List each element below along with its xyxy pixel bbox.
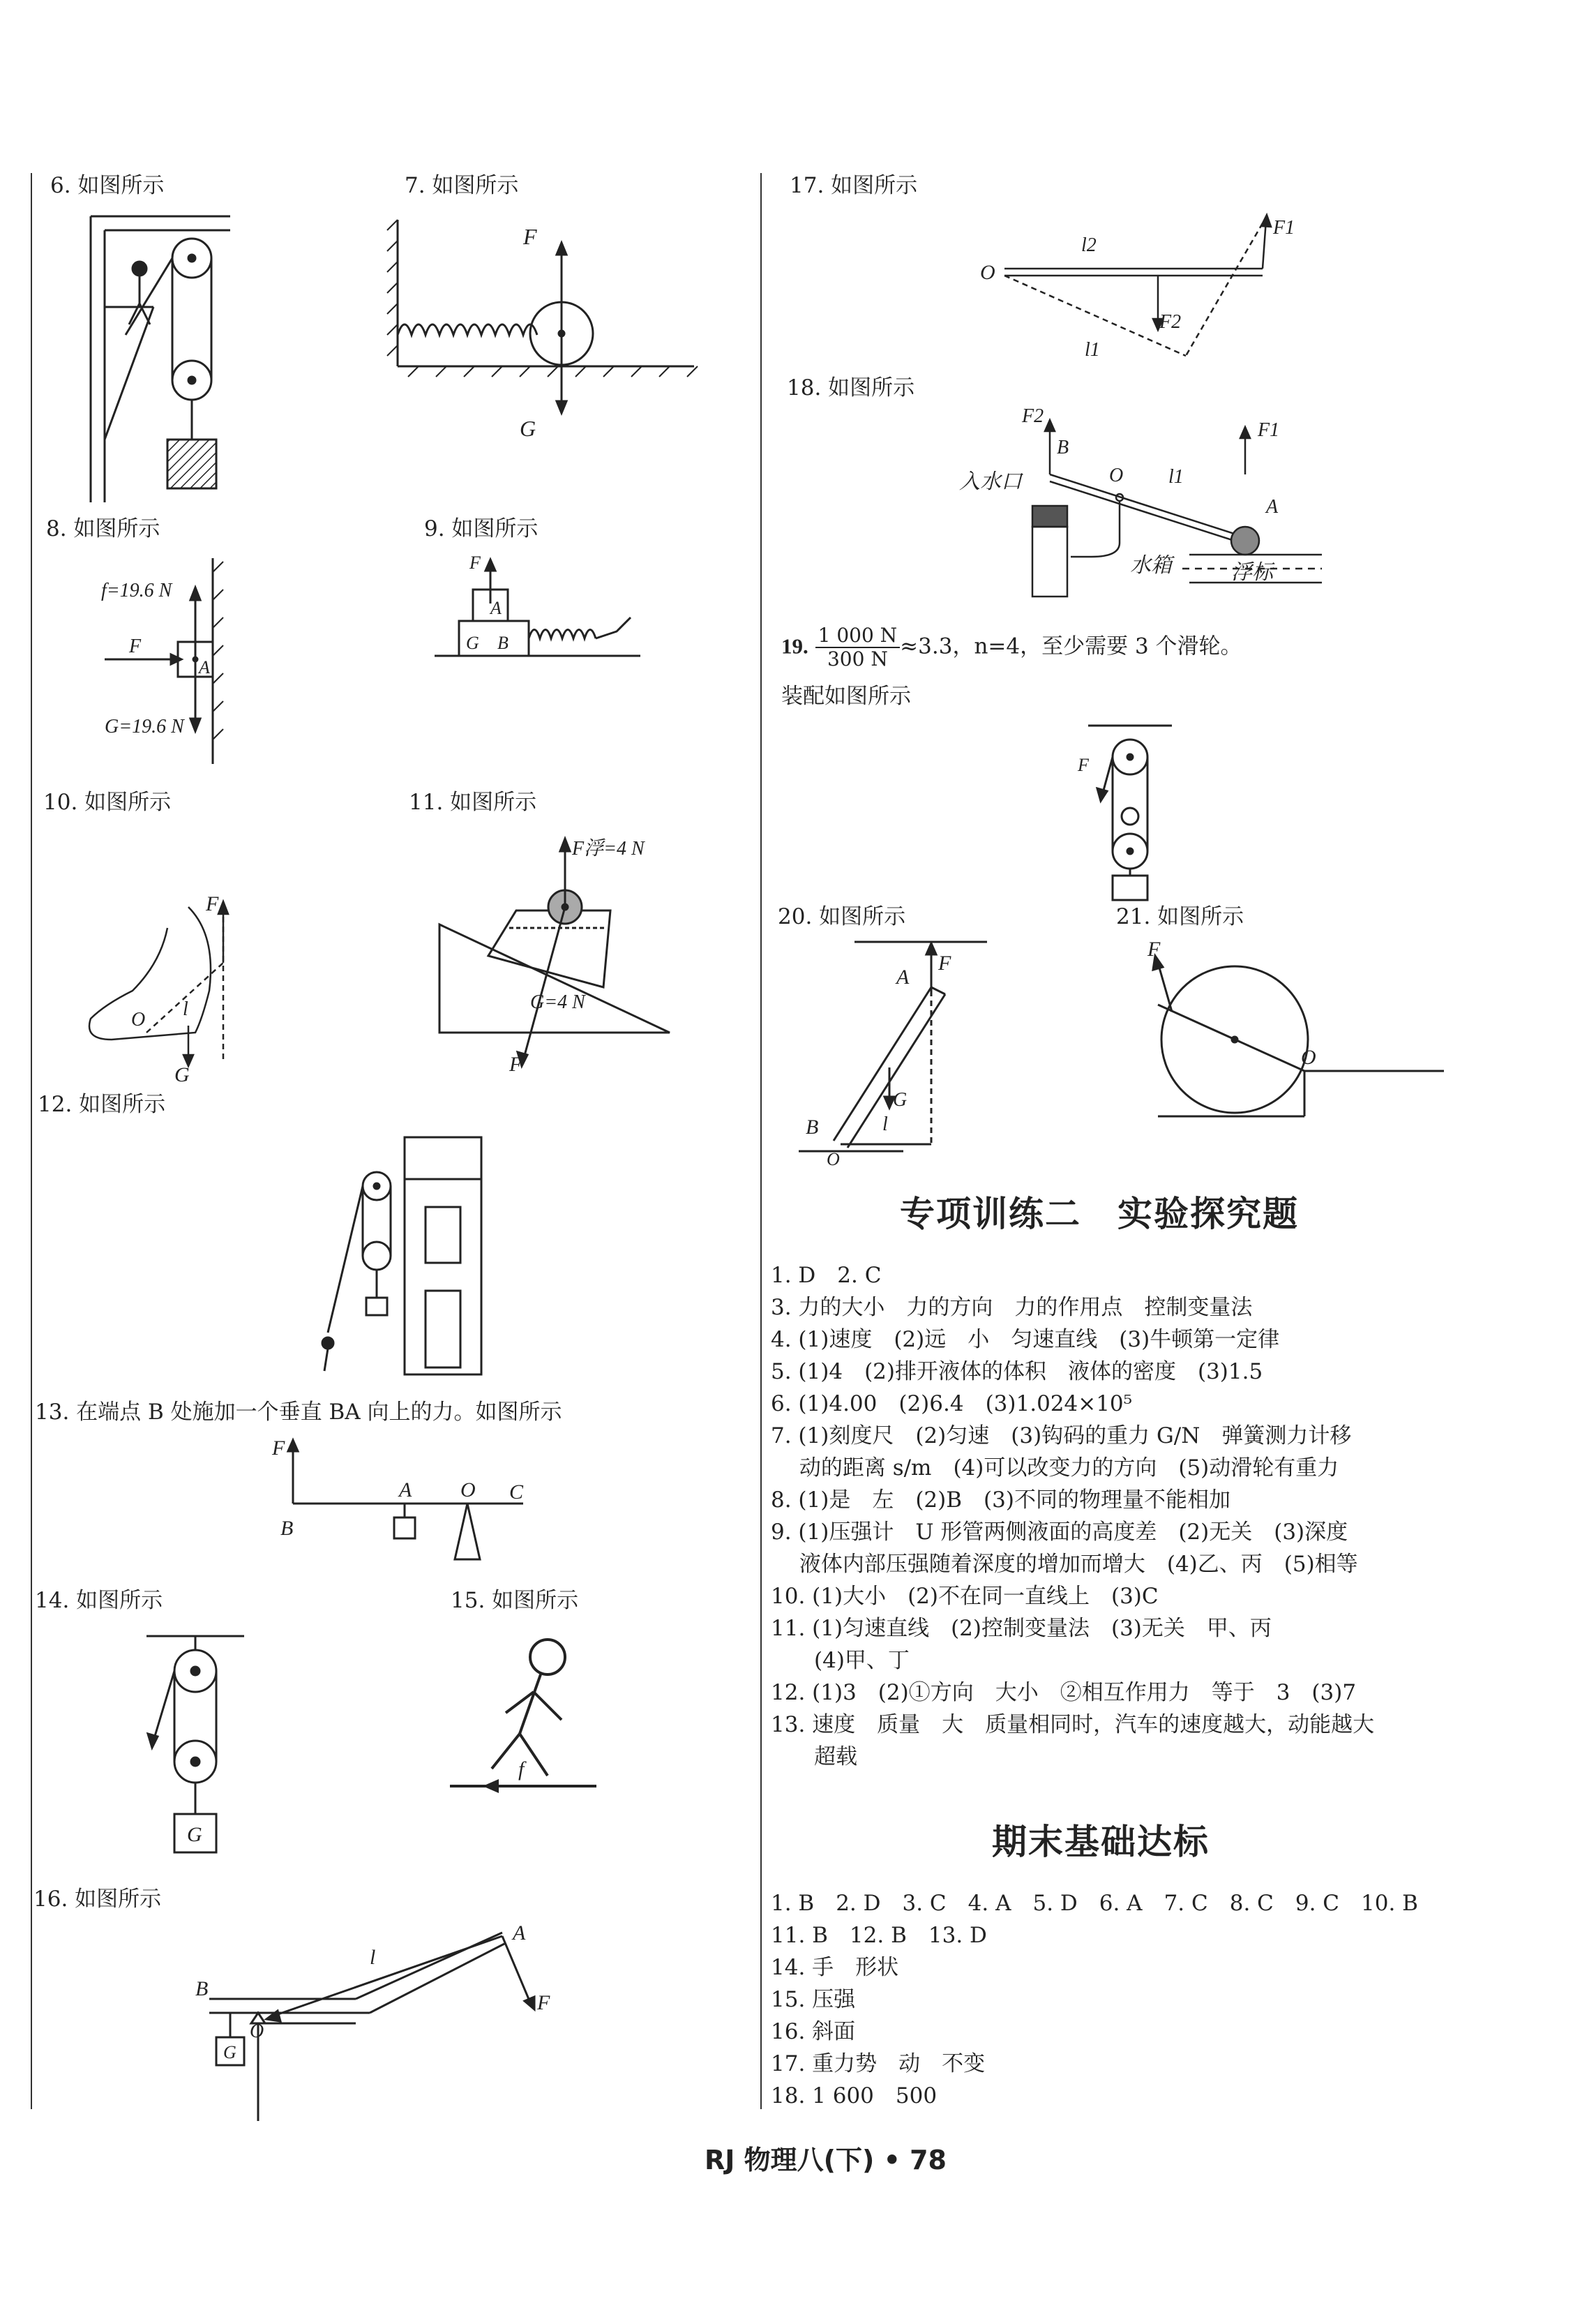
q10-foot-figure bbox=[77, 893, 300, 1095]
page-footer: RJ 物理八(下) • 78 bbox=[705, 2145, 947, 2175]
q20-a-label: A bbox=[896, 966, 910, 989]
section3-answer-line: 14. 手 形状 bbox=[771, 1955, 899, 1980]
left-column-rule bbox=[31, 173, 32, 2109]
q14-pulley-figure bbox=[133, 1629, 272, 1866]
q18-b-label: B bbox=[1057, 437, 1069, 458]
center-column-rule bbox=[760, 173, 762, 2109]
q9-fn-label: F bbox=[469, 553, 481, 573]
q18-tank-label: 水箱 bbox=[1130, 554, 1172, 577]
q17-label: 17. 如图所示 bbox=[790, 173, 918, 198]
q13-lever-figure bbox=[272, 1437, 579, 1563]
section2-answer-line: 11. (1)匀速直线 (2)控制变量法 (3)无关 甲、丙 bbox=[771, 1616, 1272, 1641]
q8-friction-label: f=19.6 N bbox=[101, 580, 172, 601]
q11-weight-label: G=4 N bbox=[530, 991, 585, 1013]
q15-walker-figure bbox=[443, 1629, 603, 1811]
q18-float-label: 浮标 bbox=[1231, 561, 1273, 584]
q11-incline-float-figure bbox=[432, 830, 712, 1088]
q16-a-label: A bbox=[513, 1921, 526, 1944]
q18-label: 18. 如图所示 bbox=[787, 375, 915, 400]
q13-label: 13. 在端点 B 处施加一个垂直 BA 向上的力。如图所示 bbox=[35, 1400, 562, 1425]
q18-f2-label: F2 bbox=[1022, 405, 1044, 427]
q21-o-label: O bbox=[1301, 1046, 1316, 1069]
q20-b-label: B bbox=[806, 1116, 819, 1139]
q8-label: 8. 如图所示 bbox=[46, 516, 160, 541]
q17-f2-label: F2 bbox=[1159, 311, 1182, 333]
q20-g-label: G bbox=[893, 1089, 908, 1111]
section2-answer-line: 超载 bbox=[771, 1744, 857, 1769]
q20-f-label: F bbox=[938, 952, 951, 975]
q7-weight-label: G bbox=[520, 416, 536, 441]
q6-pulley-figure bbox=[84, 209, 293, 530]
q10-g-label: G bbox=[174, 1063, 190, 1086]
q17-o-label: O bbox=[980, 261, 995, 284]
q19-assembly-text: 装配如图所示 bbox=[781, 684, 911, 709]
q15-friction-label: f bbox=[518, 1757, 525, 1781]
section3-answer-line: 1. B 2. D 3. C 4. A 5. D 6. A 7. C 8. C 9. C 10. B bbox=[771, 1891, 1418, 1916]
section2-answer-line: 4. (1)速度 (2)远 小 匀速直线 (3)牛顿第一定律 bbox=[771, 1327, 1280, 1352]
section2-answer-line: 5. (1)4 (2)排开液体的体积 液体的密度 (3)1.5 bbox=[771, 1359, 1263, 1384]
q20-o-label: O bbox=[827, 1149, 840, 1169]
q10-o-label: O bbox=[131, 1009, 146, 1030]
q9-label: 9. 如图所示 bbox=[424, 516, 539, 541]
q16-g-label: G bbox=[223, 2042, 236, 2062]
section3-answer-line: 16. 斜面 bbox=[771, 2019, 856, 2044]
section2-answer-line: 液体内部压强随着深度的增加而增大 (4)乙、丙 (5)相等 bbox=[771, 1552, 1358, 1577]
q14-label: 14. 如图所示 bbox=[35, 1588, 163, 1613]
q9-blocks-figure bbox=[431, 551, 654, 670]
section2-answer-line: 8. (1)是 左 (2)B (3)不同的物理量不能相加 bbox=[771, 1487, 1230, 1513]
section3-title: 期末基础达标 bbox=[992, 1822, 1210, 1862]
q10-f-label: F bbox=[206, 892, 219, 915]
q9-a-label: A bbox=[490, 598, 502, 618]
q18-inlet-label: 入水口 bbox=[959, 470, 1022, 493]
section3-answer-line: 17. 重力势 动 不变 bbox=[771, 2051, 986, 2076]
q19-result: ≈3.3，n=4，至少需要 3 个滑轮。 bbox=[900, 634, 1242, 659]
q19-f-label: F bbox=[1078, 755, 1089, 775]
q15-label: 15. 如图所示 bbox=[451, 1588, 579, 1613]
q8-wall-block-figure bbox=[98, 551, 279, 774]
q12-label: 12. 如图所示 bbox=[38, 1092, 166, 1117]
q18-o-label: O bbox=[1109, 465, 1124, 486]
section3-answer-line: 11. B 12. B 13. D bbox=[771, 1923, 987, 1948]
q17-l2-label: l2 bbox=[1081, 234, 1097, 256]
q19-fraction bbox=[815, 624, 901, 670]
section2-answer-line: 3. 力的大小 力的方向 力的作用点 控制变量法 bbox=[771, 1295, 1253, 1320]
q9-b-label: B bbox=[497, 633, 509, 653]
q12-building-pulley-figure bbox=[307, 1130, 488, 1381]
q7-label: 7. 如图所示 bbox=[405, 173, 519, 198]
q11-label: 11. 如图所示 bbox=[409, 790, 537, 815]
section2-answer-line: 12. (1)3 (2)①方向 大小 ②相互作用力 等于 3 (3)7 bbox=[771, 1680, 1357, 1705]
section2-answer-line: 动的距离 s/m (4)可以改变力的方向 (5)动滑轮有重力 bbox=[771, 1455, 1339, 1481]
q16-l-label: l bbox=[370, 1946, 376, 1969]
q20-label: 20. 如图所示 bbox=[778, 904, 906, 929]
q18-float-valve-figure bbox=[959, 405, 1336, 614]
q7-normal-force-label: F bbox=[523, 224, 537, 249]
q10-l-label: l bbox=[183, 998, 188, 1020]
q17-f1-label: F1 bbox=[1273, 217, 1295, 239]
q21-label: 21. 如图所示 bbox=[1116, 904, 1244, 929]
q13-o-label: O bbox=[460, 1478, 476, 1501]
q16-label: 16. 如图所示 bbox=[33, 1887, 162, 1912]
q13-a-label: A bbox=[399, 1478, 412, 1501]
q18-a-label: A bbox=[1266, 496, 1279, 518]
q17-l1-label: l1 bbox=[1085, 339, 1100, 361]
q18-f1-label: F1 bbox=[1258, 419, 1280, 441]
section2-answer-line: 7. (1)刻度尺 (2)匀速 (3)钩码的重力 G/N 弹簧测力计移 bbox=[771, 1423, 1352, 1448]
section2-answer-line: 9. (1)压强计 U 形管两侧液面的高度差 (2)无关 (3)深度 bbox=[771, 1520, 1348, 1545]
q16-bent-lever-figure bbox=[188, 1921, 607, 2128]
q19-number: 19. bbox=[781, 634, 808, 659]
q17-lever-figure bbox=[977, 209, 1311, 377]
q7-spring-ball-figure bbox=[387, 209, 708, 447]
q16-f-label: F bbox=[537, 1991, 550, 2014]
section2-answer-line: 1. D 2. C bbox=[771, 1263, 882, 1288]
q21-wheel-step-figure bbox=[1144, 935, 1451, 1151]
q9-g-label: G bbox=[466, 633, 479, 653]
q8-force-label: F bbox=[129, 636, 142, 657]
q16-o-label: O bbox=[250, 2021, 264, 2042]
q8-point-label: A bbox=[199, 657, 210, 677]
q10-label: 10. 如图所示 bbox=[43, 790, 172, 815]
q18-l1-label: l1 bbox=[1168, 466, 1184, 488]
section2-answer-line: 6. (1)4.00 (2)6.4 (3)1.024×10⁵ bbox=[771, 1391, 1133, 1416]
section3-answer-line: 15. 压强 bbox=[771, 1987, 856, 2012]
q19-pulley-figure bbox=[1074, 719, 1179, 907]
section2-title: 专项训练二 实验探究题 bbox=[900, 1194, 1299, 1234]
section3-answer-line: 18. 1 600 500 bbox=[771, 2083, 938, 2108]
section2-answer-line: 10. (1)大小 (2)不在同一直线上 (3)C bbox=[771, 1584, 1159, 1609]
section2-answer-line: (4)甲、丁 bbox=[771, 1648, 910, 1673]
q13-c-label: C bbox=[509, 1481, 524, 1504]
q8-gravity-label: G=19.6 N bbox=[105, 716, 184, 737]
q6-label: 6. 如图所示 bbox=[50, 173, 165, 198]
q20-ladder-figure bbox=[792, 935, 1001, 1169]
q11-f-label: F bbox=[509, 1053, 522, 1076]
q13-b-label: B bbox=[280, 1517, 294, 1540]
q19-numerator: 1 000 N bbox=[815, 624, 901, 648]
q19-denominator: 300 N bbox=[827, 647, 888, 671]
q21-f-label: F bbox=[1147, 938, 1161, 961]
q14-g-label: G bbox=[187, 1823, 202, 1846]
q20-l-label: l bbox=[882, 1114, 888, 1135]
q11-float-force-label: F浮=4 N bbox=[572, 838, 645, 860]
q13-f-label: F bbox=[272, 1437, 285, 1460]
q19-line bbox=[781, 624, 1242, 670]
q16-b-label: B bbox=[195, 1977, 209, 2000]
section2-answer-line: 13. 速度 质量 大 质量相同时，汽车的速度越大，动能越大 bbox=[771, 1712, 1375, 1737]
